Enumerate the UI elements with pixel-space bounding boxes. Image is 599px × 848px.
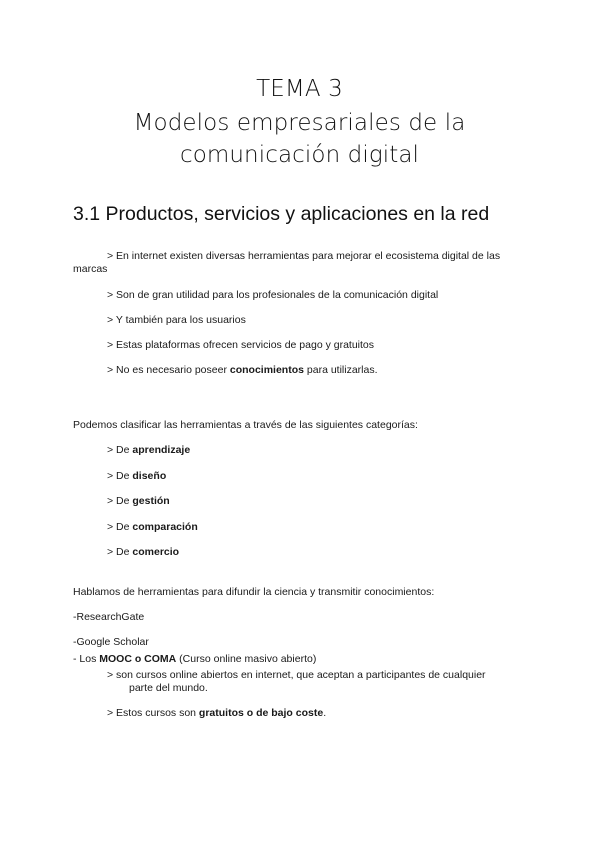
section-heading: 3.1 Productos, servicios y aplicaciones en la red <box>73 203 490 225</box>
intro-bullet-5: > No es necesario poseer conocimientos para utilizarlas. <box>107 364 378 376</box>
title-line-3: comunicación digital <box>179 142 420 168</box>
intro-bullet-1-cont: marcas <box>73 263 108 275</box>
science-intro: Hablamos de herramientas para difundir la ciencia y transmitir conocimientos: <box>73 586 435 598</box>
title-line-1: TEMA 3 <box>256 76 343 102</box>
title-line-2: Modelos empresariales de la <box>133 110 466 136</box>
science-item-mooc: - Los MOOC o COMA (Curso online masivo abierto) <box>73 653 317 665</box>
science-item-google-scholar: -Google Scholar <box>73 636 149 648</box>
category-item: > De gestión <box>107 495 170 507</box>
mooc-sub-1-cont: parte del mundo. <box>129 682 208 694</box>
bold-term: conocimientos <box>229 364 304 376</box>
intro-bullet-4: > Estas plataformas ofrecen servicios de pago y gratuitos <box>107 339 375 351</box>
categories-intro: Podemos clasificar las herramientas a través de las siguientes categorías: <box>73 419 418 431</box>
intro-bullet-1: > En internet existen diversas herramientas para mejorar el ecosistema digital de las <box>107 250 501 262</box>
category-item: > De comercio <box>107 546 180 558</box>
mooc-sub-2: > Estos cursos son gratuitos o de bajo coste. <box>107 707 327 719</box>
category-item: > De diseño <box>107 470 167 482</box>
intro-bullet-2: > Son de gran utilidad para los profesionales de la comunicación digital <box>107 289 439 301</box>
intro-bullet-3: > Y también para los usuarios <box>107 314 246 326</box>
category-item: > De aprendizaje <box>107 444 191 456</box>
mooc-sub-1: > son cursos online abiertos en internet, que aceptan a participantes de cualquier <box>107 669 486 681</box>
category-item: > De comparación <box>107 521 198 533</box>
science-item-researchgate: -ResearchGate <box>73 611 145 623</box>
